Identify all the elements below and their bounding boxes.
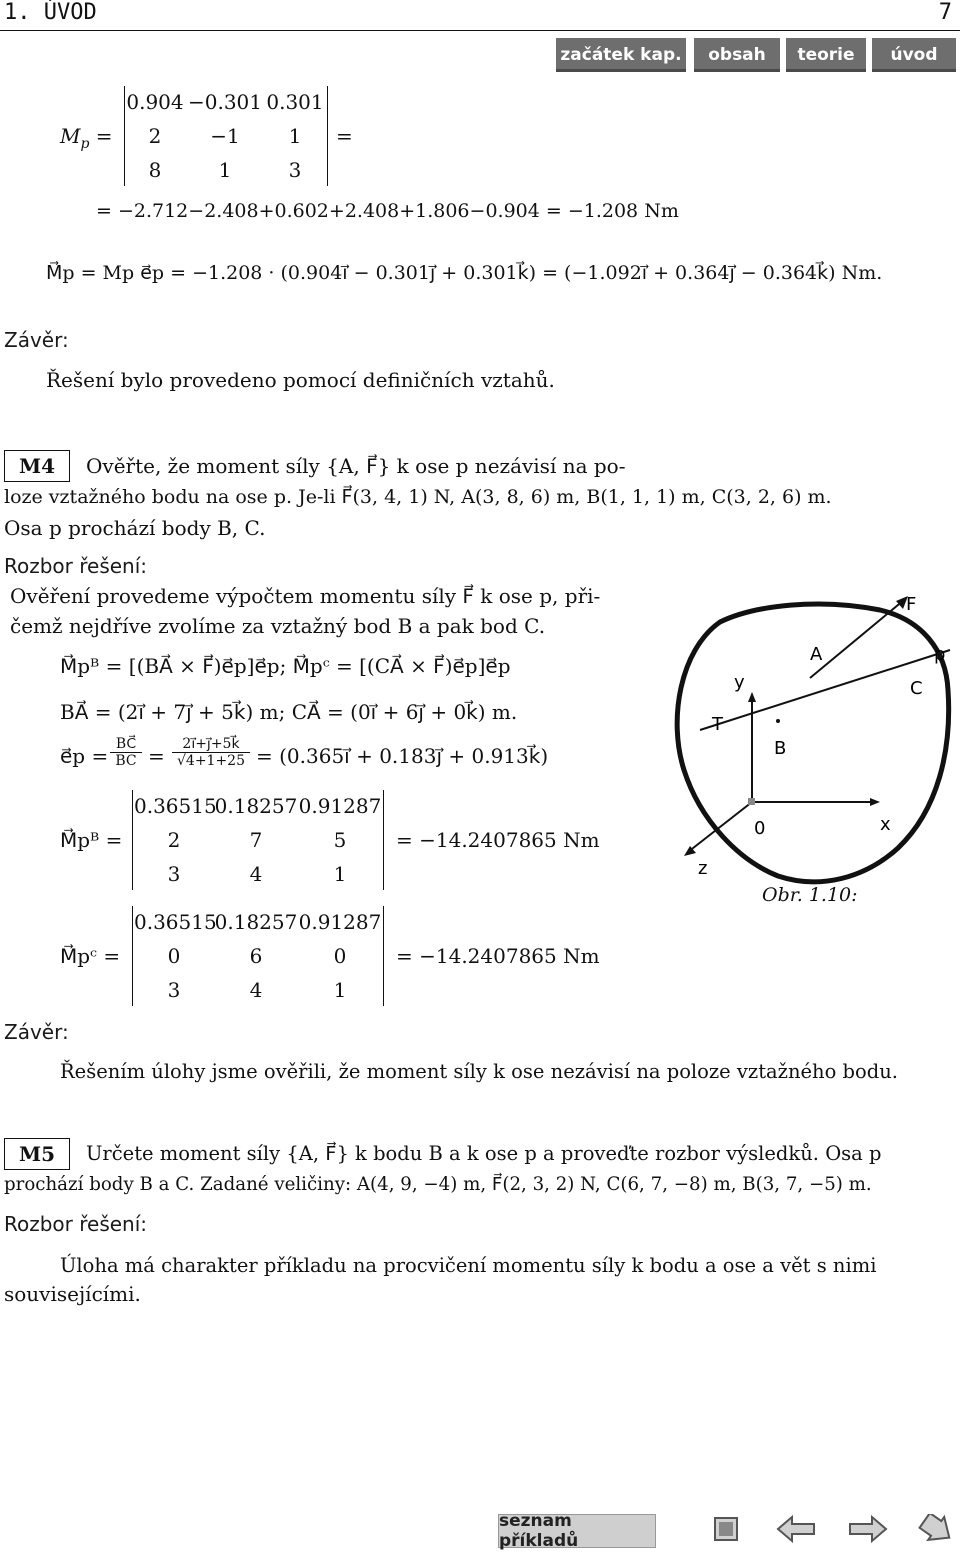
m5-analysis-line2: souvisejícími.: [4, 1282, 141, 1306]
nav-theory-button[interactable]: teorie: [786, 38, 866, 72]
det-cell: 4: [249, 862, 263, 886]
y-arrowhead: [748, 692, 756, 702]
det-cell: 2: [167, 828, 181, 852]
conclusion-text: Řešení bylo provedeno pomocí definičních vztahů.: [46, 368, 555, 392]
det-cell: 2: [148, 124, 162, 148]
det-cell: 1: [333, 978, 347, 1002]
forward-arrow-icon[interactable]: [848, 1514, 888, 1548]
fraction-vector: 2i⃗+j⃗+5k⃗ √4+1+25: [172, 736, 250, 769]
det-cell: 1: [218, 158, 232, 182]
unit-vector-rhs: = (0.365i⃗ + 0.183j⃗ + 0.913k⃗): [256, 744, 549, 768]
det-cell: 0.301: [266, 90, 324, 114]
label-origin: 0: [754, 818, 766, 839]
det-cell: 0.36515: [134, 910, 217, 934]
label-f: F: [906, 594, 917, 615]
det-cell: 1: [333, 862, 347, 886]
det-cell: 0.18257: [214, 910, 298, 934]
moment-formula: M⃗pᴮ = [(BA⃗ × F⃗)e⃗p]e⃗p; M⃗pᶜ = [(CA⃗ × F⃗)e⃗p]e⃗p: [60, 654, 511, 678]
vectors-formula: BA⃗ = (2i⃗ + 7j⃗ + 5k⃗) m; CA⃗ = (0i⃗ + 6j⃗ + 0k⃗) m.: [60, 700, 518, 724]
mb-lhs: M⃗pᴮ =: [60, 828, 123, 852]
det-equals: =: [336, 124, 353, 148]
nav-contents-button[interactable]: obsah: [694, 38, 780, 72]
example-label-m5: M5: [4, 1138, 70, 1170]
example-label-m4: M4: [4, 450, 70, 482]
unit-vector-lhs: e⃗p =: [60, 744, 109, 768]
page-number: 7: [938, 0, 952, 25]
nav-chapter-start-button[interactable]: začátek kap.: [556, 38, 686, 72]
mc-lhs: M⃗pᶜ =: [60, 944, 121, 968]
header-rule: [0, 30, 960, 31]
conclusion-text-m4: Řešením úlohy jsme ověřili, že moment síly k ose nezávisí na poloze vztažného bodu.: [60, 1060, 899, 1083]
det-cell: 3: [167, 862, 181, 886]
z-axis: [688, 802, 752, 852]
det-cell: 4: [249, 978, 263, 1002]
m4-text-line1: Ověřte, že moment síly {A, F⃗} k ose p nezávisí na po-: [86, 454, 626, 478]
m4-text-line3: Osa p prochází body B, C.: [4, 516, 266, 540]
det-cell: −1: [210, 124, 240, 148]
analysis-text-line2: čemž nejdříve zvolíme za vztažný bod B a pak bod C.: [10, 614, 546, 638]
label-p: p: [934, 644, 946, 665]
det-cell: 0.36515: [134, 794, 217, 818]
det-cell: 6: [249, 944, 263, 968]
fraction-equals: =: [148, 744, 165, 768]
conclusion-label-m4: Závěr:: [4, 1020, 69, 1044]
det-cell: 3: [167, 978, 181, 1002]
det-cell: 0.91287: [298, 910, 382, 934]
next-arrow-icon[interactable]: [918, 1514, 956, 1548]
m5-text-line1: Určete moment síly {A, F⃗} k bodu B a k ose p a proveďte rozbor výsledků. Osa p: [86, 1142, 882, 1165]
nav-intro-button[interactable]: úvod: [872, 38, 956, 72]
conclusion-label: Závěr:: [4, 328, 69, 352]
analysis-text-line1: Ověření provedeme výpočtem momentu síly F⃗ k ose p, při-: [10, 584, 601, 608]
mb-result: = −14.2407865 Nm: [396, 828, 600, 852]
det-cell: 0: [333, 944, 347, 968]
label-x: x: [880, 814, 891, 835]
det-cell: 1: [288, 124, 302, 148]
det-cell: 7: [249, 828, 263, 852]
back-arrow-icon[interactable]: [776, 1514, 816, 1548]
chapter-title: 1. ÚVOD: [4, 0, 97, 25]
det-cell: 0.18257: [214, 794, 298, 818]
label-b: B: [774, 738, 787, 759]
body-axis-figure: [660, 580, 960, 910]
m5-text-line2: prochází body B a C. Zadané veličiny: A(4, 9, −4) m, F⃗(2, 3, 2) N, C(6, 7, −8) m, B(3, 7, −5) m.: [4, 1174, 872, 1195]
m5-analysis-line1: Úloha má charakter příkladu na procvičení momentu síly k bodu a ose a vět s nimi: [60, 1254, 877, 1277]
label-a: A: [810, 644, 823, 665]
det-cell: 8: [148, 158, 162, 182]
fullscreen-icon[interactable]: [712, 1514, 740, 1548]
det-cell: 0.91287: [298, 794, 382, 818]
analysis-label-m5: Rozbor řešení:: [4, 1212, 148, 1236]
analysis-label: Rozbor řešení:: [4, 554, 148, 578]
fraction-bc: BC⃗ BC: [110, 736, 142, 769]
label-y: y: [734, 672, 745, 693]
label-t: T: [712, 714, 723, 735]
origin-marker: [748, 798, 755, 805]
x-arrowhead: [870, 798, 880, 806]
m4-text-line2: loze vztažného bodu na ose p. Je-li F⃗(3, 4, 1) N, A(3, 8, 6) m, B(1, 1, 1) m, C(3, 2, 6) m.: [4, 486, 832, 508]
label-z: z: [698, 858, 708, 879]
figure-caption: Obr. 1.10:: [762, 884, 858, 906]
mp-vector-line: M⃗p = Mp e⃗p = −1.208 · (0.904i⃗ − 0.301j⃗ + 0.301k⃗) = (−1.092i⃗ + 0.364j⃗ − 0.364k⃗) Nm.: [46, 262, 883, 284]
example-list-button[interactable]: seznam příkladů: [498, 1514, 656, 1548]
mc-result: = −14.2407865 Nm: [396, 944, 600, 968]
det-cell: 0: [167, 944, 181, 968]
label-c: C: [910, 678, 923, 699]
force-vector: [810, 600, 904, 678]
det-cell: 0.904: [126, 90, 184, 114]
det-cell: −0.301: [187, 90, 262, 114]
det-cell: 5: [333, 828, 347, 852]
mp-lhs: $M_p$ =: [60, 124, 113, 152]
det-cell: 3: [288, 158, 302, 182]
mp-result-line: = −2.712−2.408+0.602+2.408+1.806−0.904 = −1.208 Nm: [96, 200, 679, 222]
point-b: [776, 719, 780, 723]
